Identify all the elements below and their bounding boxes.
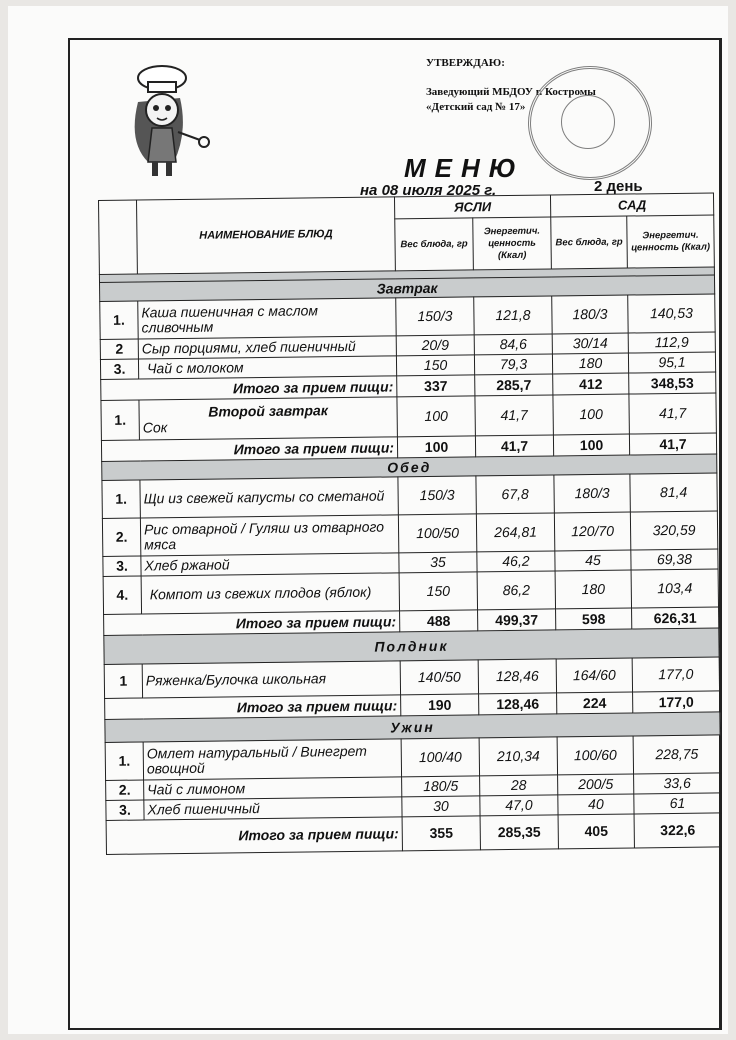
dish-name: Сыр порциями, хлеб пшеничный (138, 336, 396, 359)
weight-kindergarten: 100 (553, 394, 629, 435)
energy-nursery: 121,8 (474, 296, 552, 335)
header-energy-1: Энергетич. ценность (Ккал) (473, 217, 552, 270)
approval-title: УТВЕРЖДАЮ: (426, 57, 505, 69)
energy-nursery: 264,81 (476, 513, 554, 552)
total-energy-kindergarten: 41,7 (629, 433, 716, 455)
row-number: 2 (100, 339, 138, 359)
dish-name: Чай с молоком (138, 356, 396, 379)
total-weight-kindergarten: 412 (553, 373, 629, 395)
energy-kindergarten: 41,7 (629, 393, 716, 434)
total-label: Итого за прием пищи: (106, 817, 402, 855)
menu-date: на 08 июля 2025 г. (360, 182, 497, 199)
approval-position: Заведующий МБДОУ г. Костромы (426, 86, 596, 98)
row-number: 1 (104, 664, 142, 698)
weight-nursery: 35 (399, 552, 477, 573)
header-kindergarten: САД (550, 193, 713, 217)
menu-day: 2 день (594, 178, 643, 195)
total-weight-nursery: 100 (397, 436, 475, 458)
total-weight-nursery: 337 (397, 375, 475, 397)
total-energy-kindergarten: 177,0 (633, 691, 720, 713)
weight-kindergarten: 180/3 (552, 295, 628, 334)
weight-kindergarten: 200/5 (558, 774, 634, 795)
dish-name: Сок (142, 418, 168, 435)
weight-kindergarten: 45 (555, 550, 631, 571)
row-number: 3. (100, 359, 138, 379)
section-second-breakfast: Второй завтрак (208, 401, 328, 420)
total-energy-kindergarten: 322,6 (634, 813, 721, 848)
weight-nursery: 100 (397, 396, 475, 437)
dish-name: Каша пшеничная с маслом сливочным (138, 298, 396, 339)
dish-name: Хлеб ржаной (141, 553, 399, 576)
total-weight-nursery: 488 (400, 610, 478, 632)
chef-girl-mascot-icon (118, 62, 218, 186)
dish-name: Чай с лимоном (144, 777, 402, 800)
total-label: Итого за прием пищи: (101, 437, 397, 462)
energy-nursery: 41,7 (475, 395, 553, 436)
header-weight-1: Вес блюда, гр (395, 218, 474, 271)
dish-name: Компот из свежих плодов (яблок) (141, 573, 399, 614)
section-snack: Полдник (104, 628, 719, 665)
total-weight-kindergarten: 405 (558, 814, 634, 849)
dish-name: Щи из свежей капусты со сметаной (140, 477, 398, 518)
row-number: 2. (106, 780, 144, 800)
weight-nursery: 180/5 (402, 776, 480, 797)
weight-kindergarten: 100/60 (557, 736, 633, 775)
weight-kindergarten: 164/60 (556, 658, 632, 693)
energy-nursery: 128,46 (478, 659, 556, 694)
energy-nursery: 84,6 (474, 334, 552, 355)
row-number: 1. (101, 400, 139, 440)
header-weight-2: Вес блюда, гр (551, 216, 628, 269)
total-weight-nursery: 355 (402, 816, 480, 851)
total-energy-nursery: 41,7 (475, 435, 553, 457)
energy-nursery: 28 (480, 775, 558, 796)
official-stamp (528, 66, 652, 180)
weight-kindergarten: 120/70 (554, 512, 630, 551)
energy-kindergarten: 69,38 (631, 549, 718, 570)
energy-nursery: 79,3 (474, 354, 552, 375)
energy-nursery: 86,2 (477, 571, 555, 610)
total-energy-nursery: 499,37 (478, 609, 556, 631)
total-energy-kindergarten: 626,31 (632, 607, 719, 629)
total-weight-kindergarten: 598 (556, 608, 632, 630)
weight-kindergarten: 30/14 (552, 333, 628, 354)
row-number: 3. (106, 800, 144, 820)
total-energy-nursery: 128,46 (479, 693, 557, 715)
energy-kindergarten: 33,6 (634, 773, 721, 794)
energy-kindergarten: 320,59 (630, 511, 717, 550)
dish-name: Омлет натуральный / Винегрет овощной (143, 739, 401, 780)
total-weight-nursery: 190 (401, 694, 479, 716)
energy-kindergarten: 81,4 (630, 473, 717, 512)
weight-kindergarten: 40 (558, 794, 634, 815)
weight-nursery: 20/9 (396, 335, 474, 356)
header-dish-name: НАИМЕНОВАНИЕ БЛЮД (137, 197, 396, 274)
weight-nursery: 100/50 (398, 514, 476, 553)
weight-nursery: 150 (399, 572, 477, 611)
dish-name: Хлеб пшеничный (144, 797, 402, 820)
energy-kindergarten: 140,53 (628, 294, 715, 333)
row-number: 2. (102, 518, 140, 556)
header-energy-2: Энергетич. ценность (Ккал) (627, 215, 715, 268)
total-label: Итого за прием пищи: (101, 376, 397, 401)
dish-cell (139, 397, 397, 440)
total-label: Итого за прием пищи: (104, 611, 400, 636)
energy-kindergarten: 103,4 (631, 569, 718, 608)
weight-kindergarten: 180/3 (554, 474, 630, 513)
weight-nursery: 30 (402, 796, 480, 817)
approval-org: «Детский сад № 17» (426, 101, 526, 113)
energy-kindergarten: 61 (634, 793, 721, 814)
total-weight-kindergarten: 224 (557, 692, 633, 714)
total-row (106, 813, 721, 855)
weight-nursery: 150/3 (398, 476, 476, 515)
total-energy-nursery: 285,35 (480, 815, 558, 850)
energy-nursery: 46,2 (477, 551, 555, 572)
section-breakfast: Завтрак (100, 275, 715, 302)
energy-kindergarten: 177,0 (632, 657, 719, 692)
total-energy-nursery: 285,7 (475, 374, 553, 396)
row-number: 1. (100, 301, 138, 339)
row-number: 4. (103, 576, 141, 614)
weight-kindergarten: 180 (555, 570, 631, 609)
total-energy-kindergarten: 348,53 (629, 372, 716, 394)
weight-nursery: 140/50 (400, 660, 478, 695)
row-number: 3. (103, 556, 141, 576)
row-number: 1. (105, 742, 143, 780)
energy-nursery: 67,8 (476, 475, 554, 514)
energy-nursery: 210,34 (479, 737, 557, 776)
energy-kindergarten: 95,1 (628, 352, 715, 373)
dish-name: Ряженка/Булочка школьная (142, 661, 400, 698)
menu-table (98, 192, 722, 854)
header-nursery: ЯСЛИ (394, 195, 550, 219)
dish-name: Рис отварной / Гуляш из отварного мяса (140, 515, 398, 556)
row-number: 1. (102, 480, 140, 518)
total-label: Итого за прием пищи: (105, 695, 401, 720)
energy-kindergarten: 112,9 (628, 332, 715, 353)
energy-nursery: 47,0 (480, 795, 558, 816)
menu-title: МЕНЮ (404, 153, 525, 183)
energy-kindergarten: 228,75 (633, 735, 720, 774)
section-dinner: Ужин (105, 712, 720, 743)
weight-nursery: 150 (396, 355, 474, 376)
total-weight-kindergarten: 100 (553, 434, 629, 456)
weight-kindergarten: 180 (552, 353, 628, 374)
weight-nursery: 150/3 (396, 297, 474, 336)
section-lunch: Обед (102, 454, 717, 481)
header-number-cell (99, 200, 138, 274)
weight-nursery: 100/40 (401, 738, 479, 777)
